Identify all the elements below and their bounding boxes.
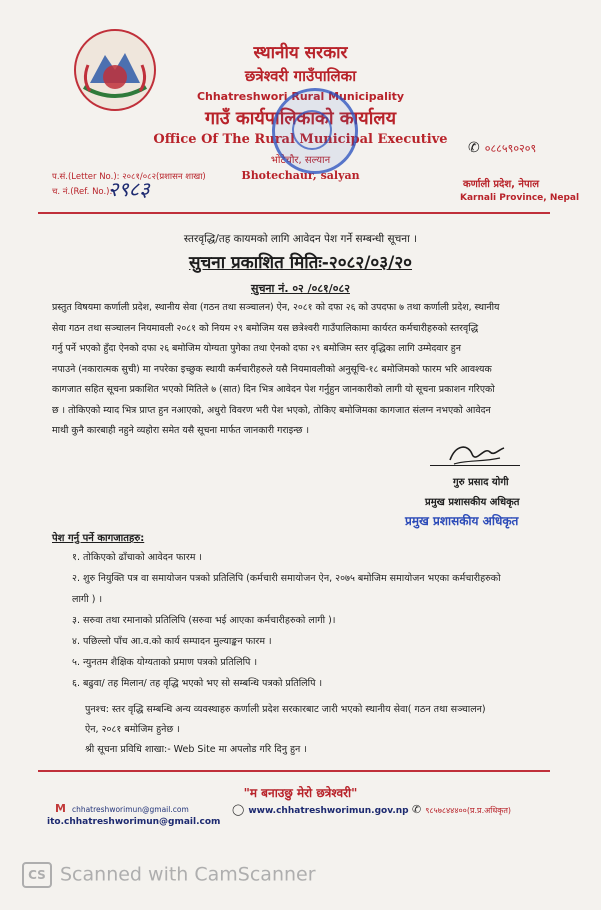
province-np: कर्णाली प्रदेश, नेपाल (463, 179, 540, 190)
phone-icon: ✆ (468, 140, 480, 156)
header-phone (468, 140, 536, 156)
signatory-designation: प्रमुख प्रशासकीय अधिकृत (425, 497, 520, 508)
notice-paragraph (52, 298, 557, 442)
note-line: पुनश्च: स्तर वृद्धि सम्बन्धि अन्य व्यवस्थाहरु कर्णाली प्रदेश सरकारबाट जारी भएको स्थानीय सेवा( गठन तथा सञ्चालन) (85, 704, 486, 715)
footer-website-url: www.chhatreshworimun.gov.np (248, 806, 409, 816)
designation-stamp: प्रमुख प्रशासकीय अधिकृत (405, 514, 519, 528)
paragraph-line: कागजात सहित सूचना प्रकाशित भएको मितिले ७ (सात) दिन भित्र आवेदन पेश गर्नुहुन जानकारीको लागी यो सूचना प्रकाशन गरिएको (52, 384, 495, 395)
footer-website (232, 803, 409, 816)
paragraph-line: छ । तोकिएको म्याद भित्र प्राप्त हुन नआएको, अधुरो विवरण भरी पेश भएको, तोकिए बमोजिमका कागजात संलग्न नभएको आवेदन (52, 404, 491, 416)
province-en: Karnali Province, Nepal (460, 193, 580, 203)
footer-slogan: "म बनाउछु मेरो छत्रेश्वरी" (243, 786, 358, 800)
note-line: श्री सूचना प्रविधि शाखा:- Web Site मा अपलोड गरि दिनु हुन । (85, 744, 307, 755)
list-item: २. शुरु नियुक्ति पत्र वा समायोजन पत्रको प्रतिलिपि (कर्मचारी समायोजन ऐन, २०७५ बमोजिम समायोजन भएका कर्मचारीहरुको (72, 573, 501, 584)
notice-headline: सुचना प्रकाशित मितिः-२०८२/०३/२० (188, 253, 413, 273)
org-line-municipality-np: छत्रेश्वरी गाउँपालिका (244, 67, 357, 85)
list-item: ५. न्युनतम शैक्षिक योग्यताको प्रमाण पत्रको प्रतिलिपि । (72, 657, 258, 668)
phone-icon: ✆ (412, 803, 422, 816)
camscanner-logo-icon: CS (22, 862, 52, 888)
footer-email (55, 802, 189, 815)
signatory-name: गुरु प्रसाद योगी (453, 477, 509, 488)
address-np: भोटेचौर, सल्यान (270, 155, 331, 166)
org-line-office-en: Office Of The Rural Municipal Executive (153, 132, 448, 147)
list-item: लागी ) । (72, 594, 103, 605)
globe-icon: ◯ (232, 803, 245, 816)
office-seal-inner-ring (292, 110, 332, 150)
footer-divider (38, 770, 550, 772)
list-item: ४. पछिल्लो पाँच आ.व.को कार्य सम्पादन मुल्याङ्कन फारम । (72, 636, 272, 647)
org-line-municipality-en: Chhatreshwori Rural Municipality (196, 90, 405, 103)
paragraph-line: सेवा गठन तथा सञ्चालन नियमावली २०८१ को नियम २९ बमोजिम यस छत्रेश्वरी गाउँपालिकामा कार्यरत कर्मचारीहरुको स्तरवृद्धि (52, 322, 479, 334)
footer-phone-number: ९८५७८४४४००(प्र.प्र.अधिकृत) (425, 806, 512, 815)
watermark-text: Scanned with CamScanner (60, 863, 316, 886)
paragraph-line: गर्नु पर्ने भएको हुँदा ऐनको दफा २६ बमोजिम योग्यता पुगेका तथा ऐनको दफा २९ बमोजिम स्तर वृद्धिका लागि उम्मेदवार हुन (52, 343, 461, 354)
footer-email-secondary: ito.chhatreshworimun@gmail.com (47, 817, 221, 827)
header-divider (38, 212, 550, 214)
letter-no: प.सं.(Letter No.): २०८१/०८२(प्रशासन शाखा) (52, 172, 206, 182)
notice-number: सुचना नं. ०२ /०८१/०८२ (251, 282, 350, 295)
documents-list (72, 547, 552, 694)
list-item: ३. सरुवा तथा रमानाको प्रतिलिपि (सरुवा भई आएका कर्मचारीहरुको लागी )। (72, 615, 336, 626)
gmail-icon: M (55, 802, 66, 815)
notice-subject: स्तरवृद्धि/तह कायमको लागि आवेदन पेश गर्ने सम्बन्धी सूचना । (183, 233, 418, 245)
address-en: Bhotechaur, salyan (241, 169, 360, 182)
footer-phone (412, 803, 511, 816)
signature-line (430, 465, 520, 466)
header-phone-number: ०८८५९०२०९ (484, 142, 537, 155)
org-line-office-np: गाउँ कार्यपालिकाको कार्यालय (204, 108, 397, 129)
ref-no-handwritten: २९८३ (108, 177, 150, 201)
list-item: ६. बढुवा/ तह मिलान/ तह वृद्धि भएको भए सो सम्बन्धि पत्रको प्रतिलिपि । (72, 678, 323, 689)
postscript-notes (85, 700, 486, 760)
camscanner-watermark (22, 862, 316, 888)
paragraph-line: माथी कुनै कारबाही नहुने व्यहोरा समेत यसै सूचना मार्फत जानकारी गराइन्छ । (52, 425, 310, 436)
documents-heading: पेश गर्नु पर्ने कागजातहरु: (52, 533, 145, 544)
footer-email-primary: chhatreshworimun@gmail.com (71, 805, 189, 814)
org-line-local-government: स्थानीय सरकार (253, 43, 348, 63)
note-line: ऐन, २०८१ बमोजिम हुनेछ । (85, 724, 180, 735)
paragraph-line: नपाउने (नकारात्मक सुची) मा नपरेका इच्छुक स्थायी कर्मचारीहरुले यसै नियमावलीको अनुसूचि-१८ बमोजिमको फारम भरि आवश्यक (52, 363, 492, 375)
list-item: १. तोकिएको ढाँचाको आवेदन फारम । (72, 552, 203, 563)
ref-no-label: च. नं.(Ref. No.): (52, 187, 113, 197)
paragraph-line: प्रस्तुत विषयमा कर्णाली प्रदेश, स्थानीय सेवा (गठन तथा सञ्चालन) ऐन, २०८१ को दफा २६ को उपदफा ७ तथा कर्णाली प्रदेश, स्थानीय (52, 302, 500, 313)
